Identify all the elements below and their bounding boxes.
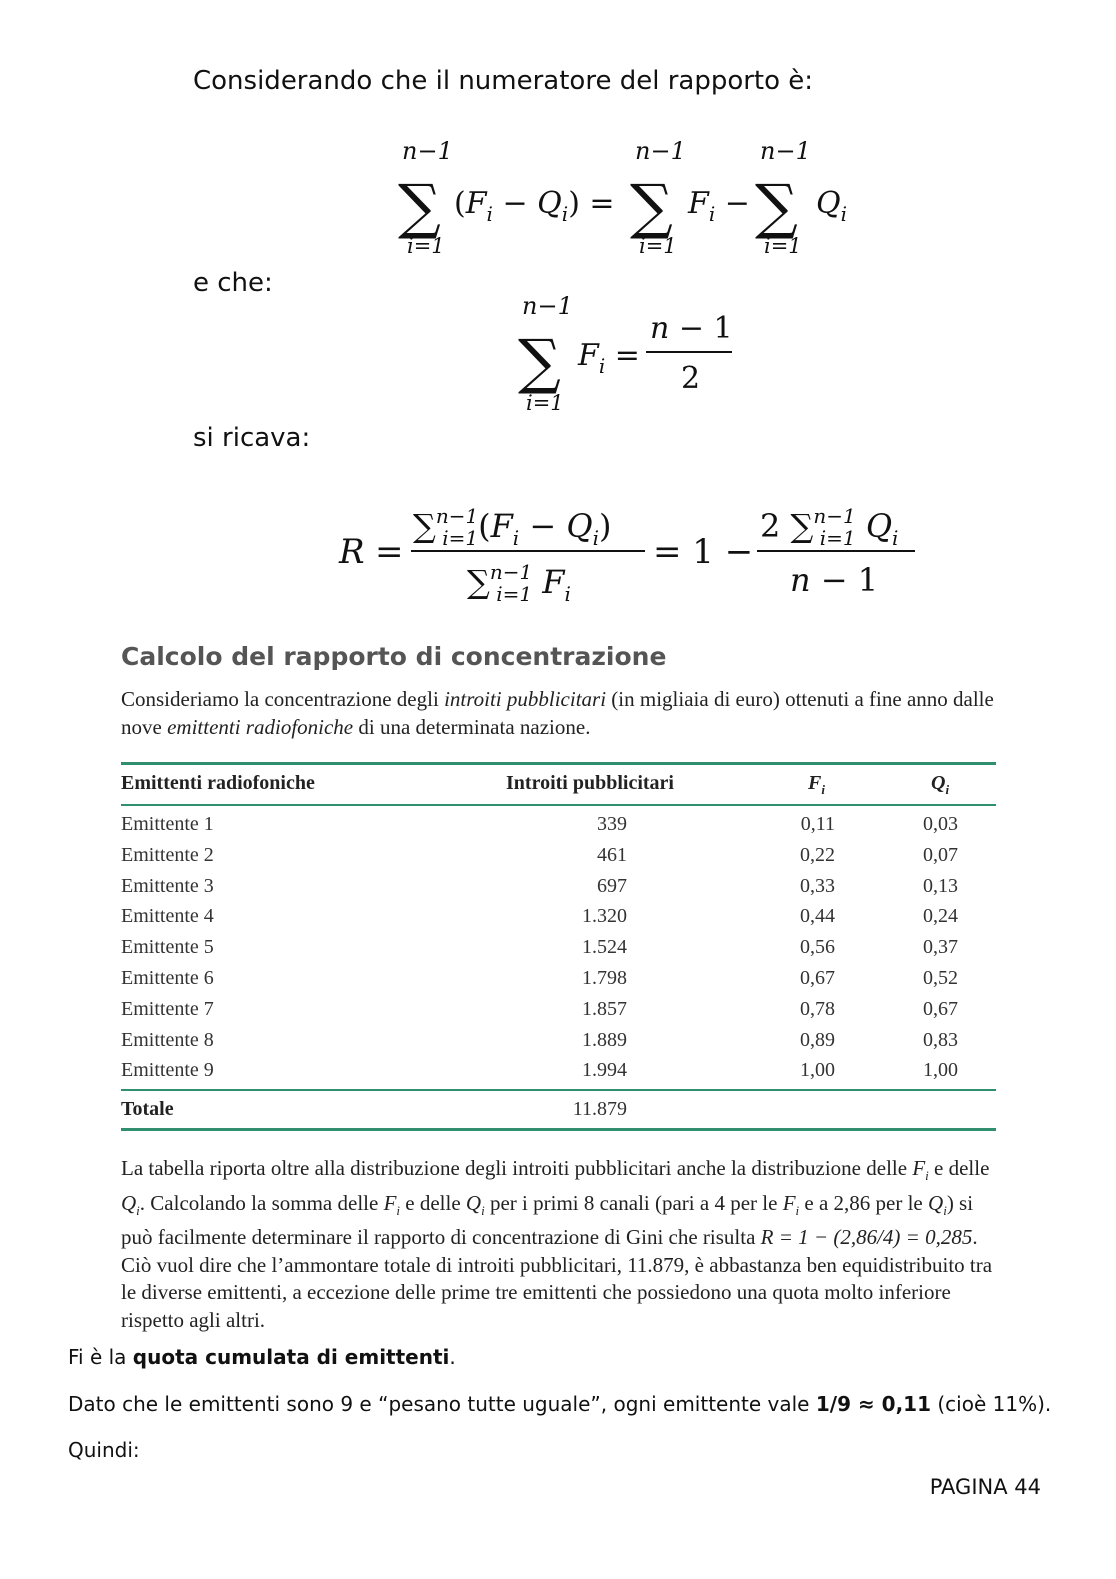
cell-qi: 1,00 [923,1059,958,1082]
gini-inline-formula: R = 1 − (2,86/4) = 0,285 [760,1225,973,1250]
sum-fi-lower: i=1 [526,391,564,415]
cell-qi: 0,37 [923,936,958,959]
cell-qi: 0,24 [923,905,958,928]
total-value: 11.879 [572,1098,627,1120]
cell-introiti: 1.889 [582,1028,627,1051]
svg-text:(Fi − Qi) =: $(F_i - Q_i)$ = [454,186,615,226]
page-number: PAGINA 44 [929,1475,1041,1499]
sum1-upper: n−1 [402,137,453,165]
sum-fi-upper: n−1 [522,292,573,320]
cell-fi: 0,89 [800,1028,835,1051]
cell-introiti: 697 [597,874,627,897]
svg-text:= 1 −: = 1 − [653,532,754,572]
quindi-note: Quindi: [68,1438,140,1462]
total-label: Totale [121,1098,174,1120]
svg-text:Fi =: $F_i$ = [578,338,640,378]
header-fi: $F_i$ [808,772,825,797]
svg-text:∑: ∑ [630,172,673,242]
cell-emittente: Emittente 8 [121,1028,214,1051]
cell-emittente: Emittente 4 [121,905,214,928]
cell-emittente: Emittente 9 [121,1059,214,1082]
cell-fi: 0,33 [800,874,835,897]
svg-text:Fi −: $F_i$ − [688,186,750,226]
sum3-lower: i=1 [764,234,802,258]
svg-text:=: = [375,532,404,572]
table-bottom-rule [121,1128,996,1131]
sum1-lower: i=1 [407,234,445,258]
formula-sum-fi [510,290,750,420]
intro-text: Considerando che il numeratore del rapporto è: [193,66,814,96]
cell-introiti: 1.524 [582,936,627,959]
cell-introiti: 461 [597,843,627,866]
cell-emittente: Emittente 1 [121,813,214,835]
svg-text:R: R [339,532,365,572]
e-che-text: e che: [193,268,273,298]
cell-introiti: 1.994 [582,1059,627,1082]
book-outro-paragraph: La tabella riporta oltre alla distribuzione degli introiti pubblicitari anche la distribuzione delle $F_i$ e delle $Q_i$. Calcolando la somma delle $F_i$ e delle $Q_i$ per i primi 8 canali (pari a 4 per le $F_i$ e a 2,86 per le $Q_i$) si può facilmente determinare il rapporto di concentrazione di Gini che risulta R = 1 − (2,86/4) = 0,285. Ciò vuol dire che l’ammontare totale di introiti pubblicitari, 11.879, è abbastanza ben equidistribuito tra le diverse emittenti, a eccezione delle prime tre emittenti che possiedono una quota molto inferiore rispetto agli altri. [121,1156,993,1332]
formula-numerator [390,135,870,265]
cell-emittente: Emittente 7 [121,997,214,1020]
svg-text:Qi: $Q_i$ [816,186,848,226]
sum2-lower: i=1 [639,234,677,258]
cell-qi: 0,67 [923,997,958,1020]
cell-qi: 0,52 [923,967,958,989]
cell-emittente: Emittente 2 [121,843,214,866]
cell-qi: 0,83 [923,1028,958,1051]
cell-emittente: Emittente 5 [121,936,214,959]
svg-text:n − 1: n − 1 [790,561,879,599]
svg-text:∑n−1i=1 Fi: ∑$^{n-1}$ i=1 $F_i$ [467,560,571,606]
cell-fi: 0,11 [800,813,835,835]
cell-introiti: 1.798 [582,967,627,989]
sum3-upper: n−1 [760,137,811,165]
cell-introiti: 1.857 [582,997,627,1020]
cell-emittente: Emittente 6 [121,967,214,989]
table-total-rule [121,1089,996,1091]
cell-fi: 0,67 [800,967,835,989]
svg-text:n − 1: n − 1 [650,311,733,346]
svg-text:∑n−1i=1(Fi − Qi): ∑$^{n-1}$ $i=1(F_i - Q_i)$ [413,504,612,550]
cell-emittente: Emittente 3 [121,874,214,897]
formula-gini-ratio [335,495,935,610]
cell-fi: 0,22 [800,843,835,866]
table-header-rule [121,804,996,806]
header-emittenti: Emittenti radiofoniche [121,772,315,794]
cell-fi: 0,44 [800,905,835,928]
cell-introiti: 339 [597,813,627,835]
si-ricava-text: si ricava: [193,423,311,453]
header-qi: $Q_i$ [931,772,950,797]
cell-qi: 0,13 [923,874,958,897]
fi-note: Fi è la quota cumulata di emittenti. [68,1345,456,1369]
cell-fi: 0,56 [800,936,835,959]
svg-text:∑: ∑ [755,172,798,242]
header-introiti: Introiti pubblicitari [506,772,674,794]
svg-text:2 ∑n−1i=1 Qi: 2 ∑$^{n-1}$ i=1 $Q_i$ [760,504,899,550]
dato-note: Dato che le emittenti sono 9 e “pesano tutte uguale”, ogni emittente vale 1/9 ≈ 0,11 (cioè 11%). [68,1392,1052,1416]
cell-qi: 0,03 [923,813,958,835]
svg-text:∑: ∑ [398,172,441,242]
section-title: Calcolo del rapporto di concentrazione [121,642,667,671]
cell-qi: 0,07 [923,843,958,866]
sum2-upper: n−1 [635,137,686,165]
svg-text:∑: ∑ [518,327,561,397]
cell-fi: 0,78 [800,997,835,1020]
table-top-rule [121,762,996,765]
cell-introiti: 1.320 [582,905,627,928]
svg-text:2: 2 [681,361,701,396]
book-intro-paragraph: Consideriamo la concentrazione degli introiti pubblicitari (in migliaia di euro) ottenuti a fine anno dalle nove emittenti radiofoniche di una determinata nazione. [121,687,994,739]
cell-fi: 1,00 [800,1059,835,1082]
